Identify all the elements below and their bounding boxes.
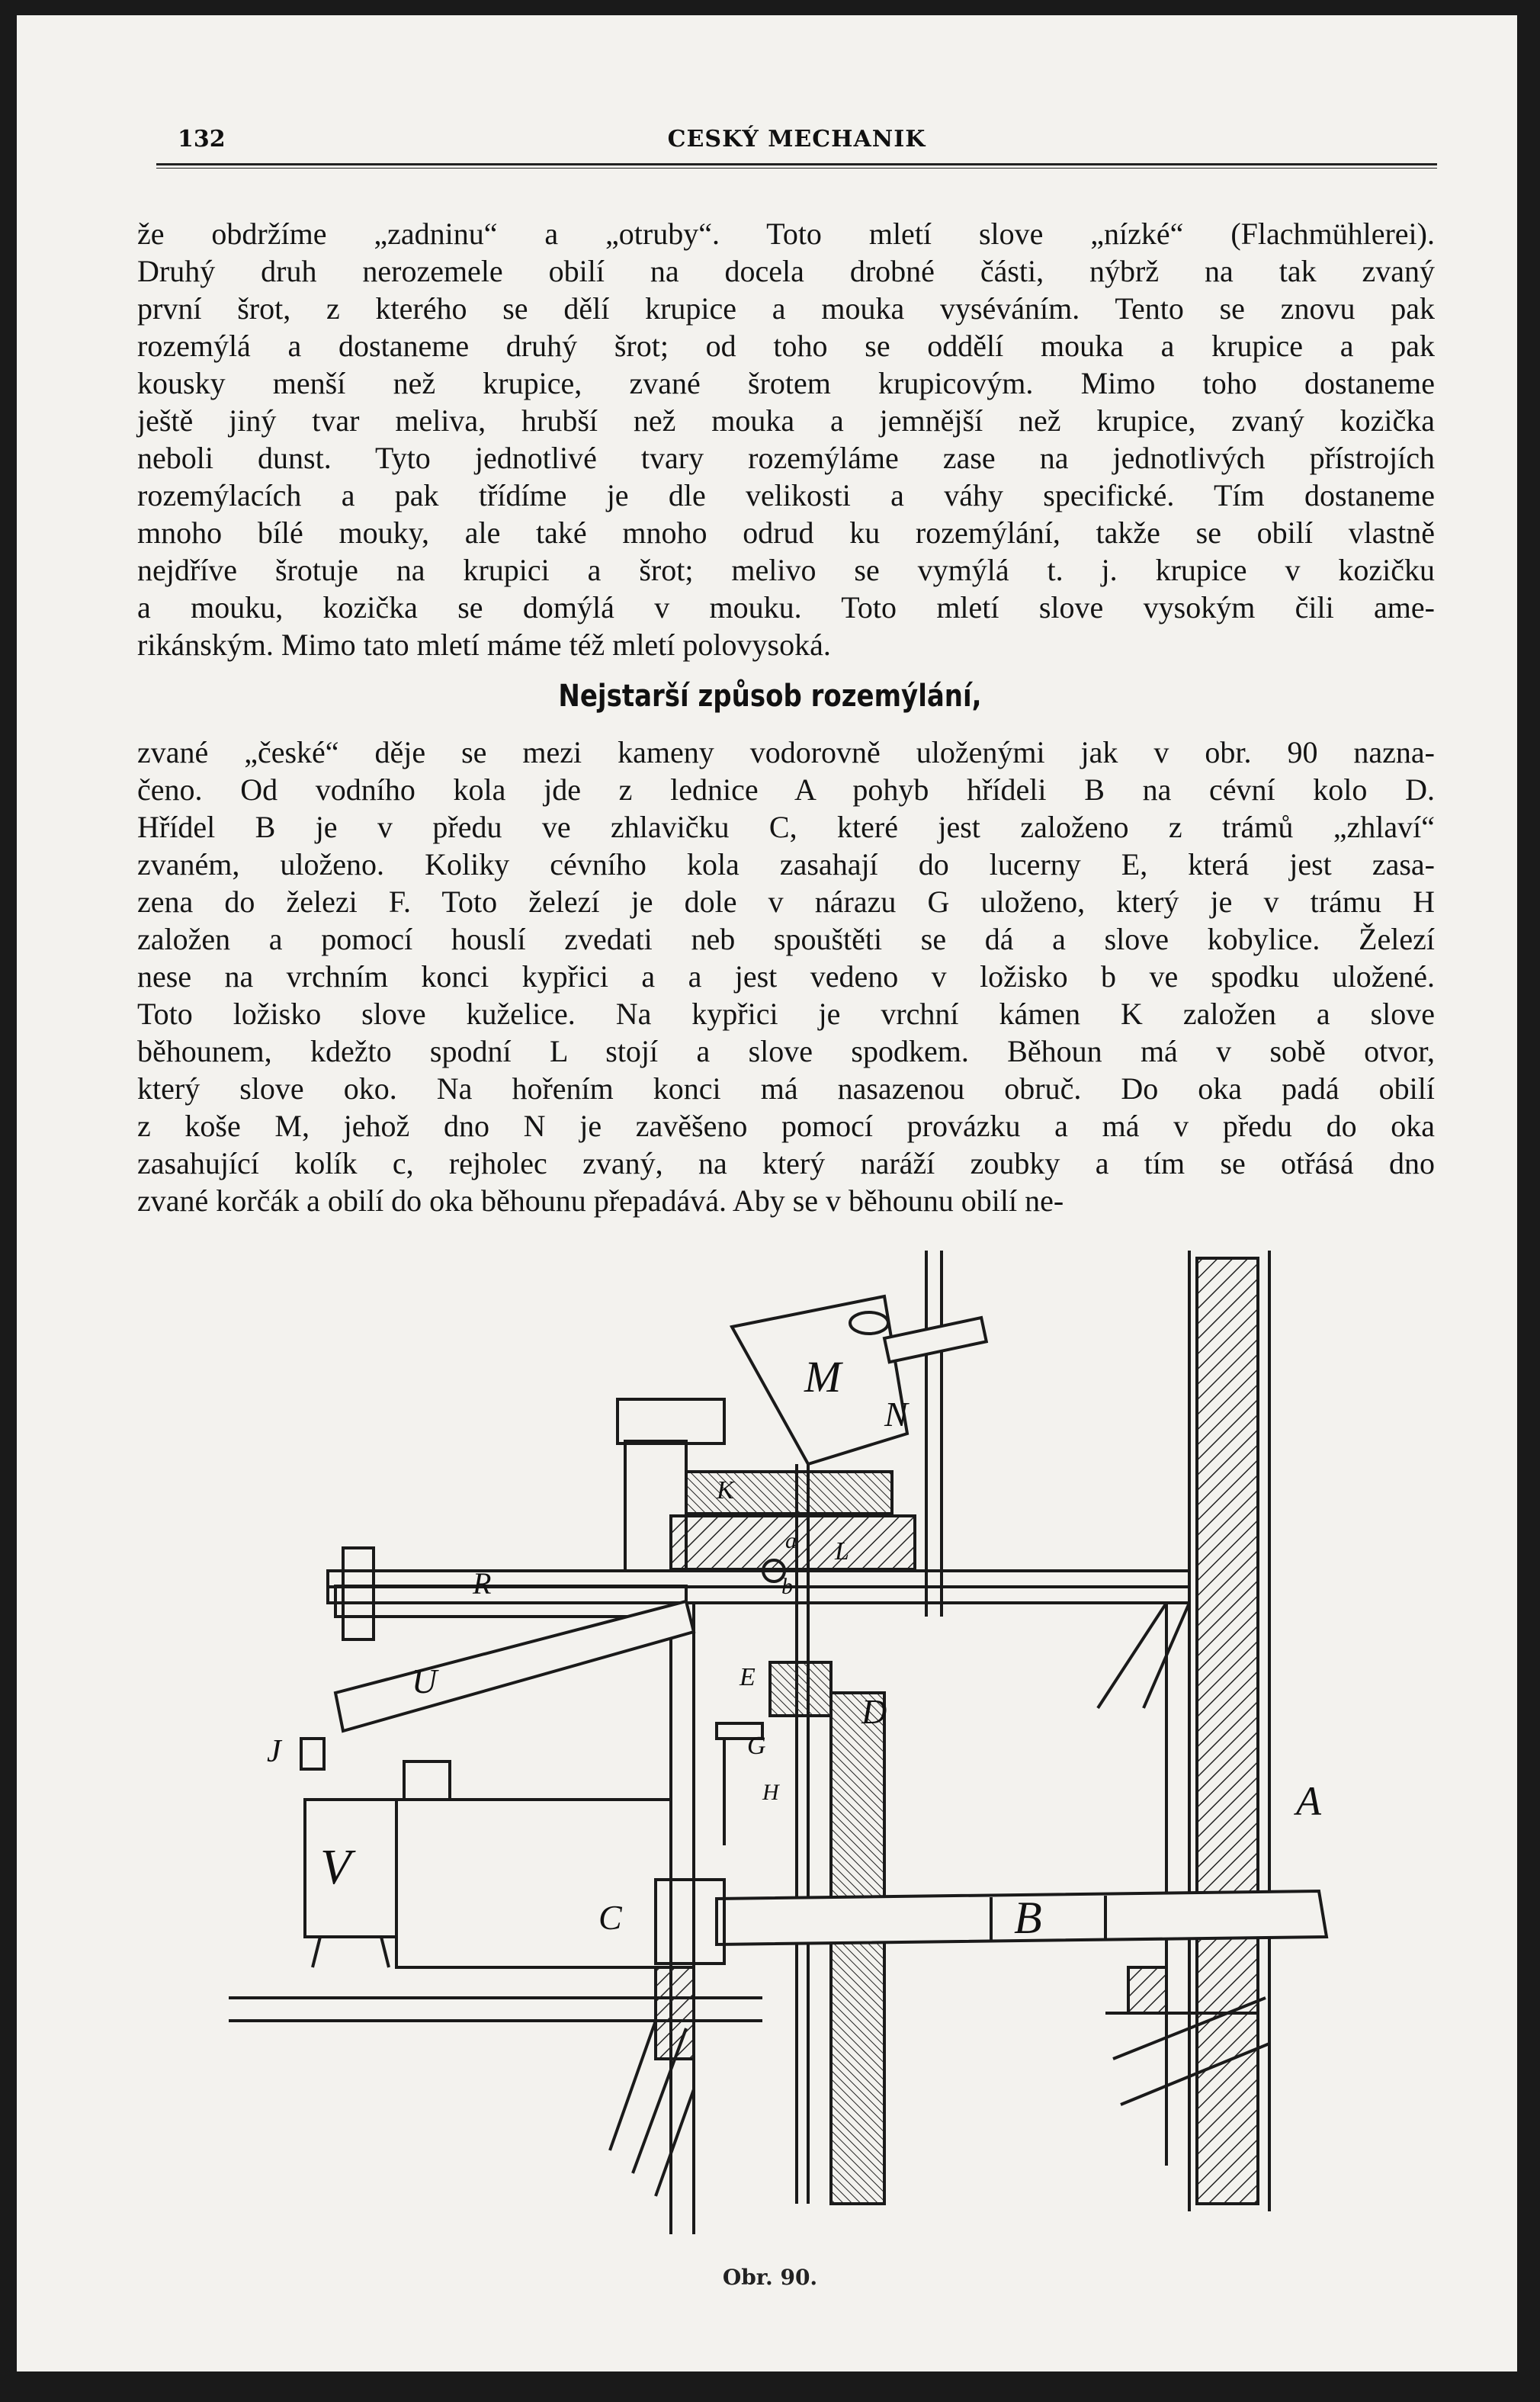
hopper-shoe (884, 1318, 987, 1362)
lantern-gear (770, 1662, 831, 1716)
text-line: zvaném, uloženo. Koliky cévního kola zasahají do lucerny E, která jest zasa- (137, 847, 1435, 881)
mill-illustration (229, 1235, 1357, 2234)
label-B: B (1014, 1893, 1042, 1943)
text-line: nejdříve šrotuje na krupici a šrot; melivo se vymýlá t. j. krupice v kozičku (137, 553, 1435, 587)
label-E: E (740, 1663, 756, 1691)
lever-bar (335, 1601, 694, 1731)
text-line: založen a pomocí houslí zvedati neb spouštěti se dá a slove kobylice. Železí (137, 922, 1435, 956)
text-line: a mouku, kozička se domýlá v mouku. Toto mletí slove vysokým čili ame- (137, 590, 1435, 625)
label-L: L (835, 1537, 849, 1565)
label-V: V (320, 1839, 351, 1895)
text-line: zvané korčák a obilí do oka běhounu přepadává. Aby se v běhounu obilí ne- (137, 1183, 1064, 1218)
text-line: rikánským. Mimo tato mletí máme též mletí polovysoká. (137, 628, 831, 662)
page-header (156, 126, 1437, 162)
text-line: nese na vrchním konci kypřici a a jest vedeno v ložisko b ve spodku uložené. (137, 959, 1435, 994)
text-line: zasahující kolík c, rejholec zvaný, na který naráží zoubky a tím se otřásá dno (137, 1146, 1435, 1180)
text-line: Hřídel B je v předu ve zhlavičku C, které jest založeno z trámů „zhlaví“ (137, 810, 1435, 844)
label-U: U (412, 1662, 438, 1700)
text-line: mnoho bílé mouky, ale také mnoho odrud ku rozemýlání, takže se obilí vlastně (137, 515, 1435, 550)
text-line: rozemýlacích a pak třídíme je dle velikosti a váhy specifické. Tím dostaneme (137, 478, 1435, 512)
shaft-bearing (656, 1880, 724, 1964)
text-line: běhounem, kdežto spodní L stojí a slove spodkem. Běhoun má v sobě otvor, (137, 1034, 1435, 1068)
label-K: K (717, 1476, 734, 1504)
text-line: z koše M, jehož dno N je zavěšeno pomocí provázku a má v předu do oka (137, 1109, 1435, 1143)
label-M: M (804, 1352, 842, 1402)
text-line: kousky menší než krupice, zvané šrotem krupicovým. Mimo toho dostaneme (137, 366, 1435, 400)
text-line: rozemýlá a dostaneme druhý šrot; od toho se oddělí mouka a krupice a pak (137, 329, 1435, 363)
running-title: CESKÝ MECHANIK (667, 126, 926, 153)
text-line: zvané „české“ děje se mezi kameny vodorovně uloženými jak v obr. 90 nazna- (137, 735, 1435, 769)
text-line: Druhý druh nerozemele obilí na docela drobné části, nýbrž na tak zvaný (137, 254, 1435, 288)
label-H: H (762, 1780, 779, 1805)
label-C: C (598, 1898, 622, 1937)
text-line: ještě jiný tvar meliva, hrubší než mouka a jemnější než krupice, zvaný kozička (137, 403, 1435, 438)
text-line: neboli dunst. Tyto jednotlivé tvary rozemýláme zase na jednotlivých přístrojích (137, 441, 1435, 475)
text-line: čeno. Od vodního kola jde z lednice A pohyb hřídeli B na cévní kolo D. (137, 772, 1435, 807)
label-R: R (473, 1566, 492, 1601)
label-D: D (861, 1692, 887, 1731)
header-rule (156, 163, 1437, 169)
text-line: že obdržíme „zadninu“ a „otruby“. Toto mletí slove „nízké“ (Flachmühlerei). (137, 217, 1435, 251)
figure-caption: Obr. 90. (722, 2265, 818, 2290)
page-number: 132 (178, 126, 226, 153)
label-a: a (785, 1528, 797, 1553)
label-G: G (747, 1732, 766, 1760)
paragraph-2 (137, 734, 1435, 1219)
paragraph-1 (137, 215, 1435, 663)
text-line: první šrot, z kterého se dělí krupice a mouka vyséváním. Tento se znovu pak (137, 291, 1435, 326)
label-A: A (1296, 1778, 1321, 1824)
label-b: b (781, 1574, 793, 1599)
label-J: J (267, 1734, 281, 1769)
section-heading: Nejstarší způsob rozemýlání, (558, 679, 982, 714)
pit-wheel (831, 1693, 884, 2204)
text-line: Toto ložisko slove kuželice. Na kypřici je vrchní kámen K založen a slove (137, 997, 1435, 1031)
text-line: který slove oko. Na hořením konci má nasazenou obruč. Do oka padá obilí (137, 1071, 1435, 1106)
text-line: zena do železi F. Toto železí je dole v nárazu G uloženo, který je v trámu H (137, 885, 1435, 919)
label-N: N (884, 1395, 908, 1434)
